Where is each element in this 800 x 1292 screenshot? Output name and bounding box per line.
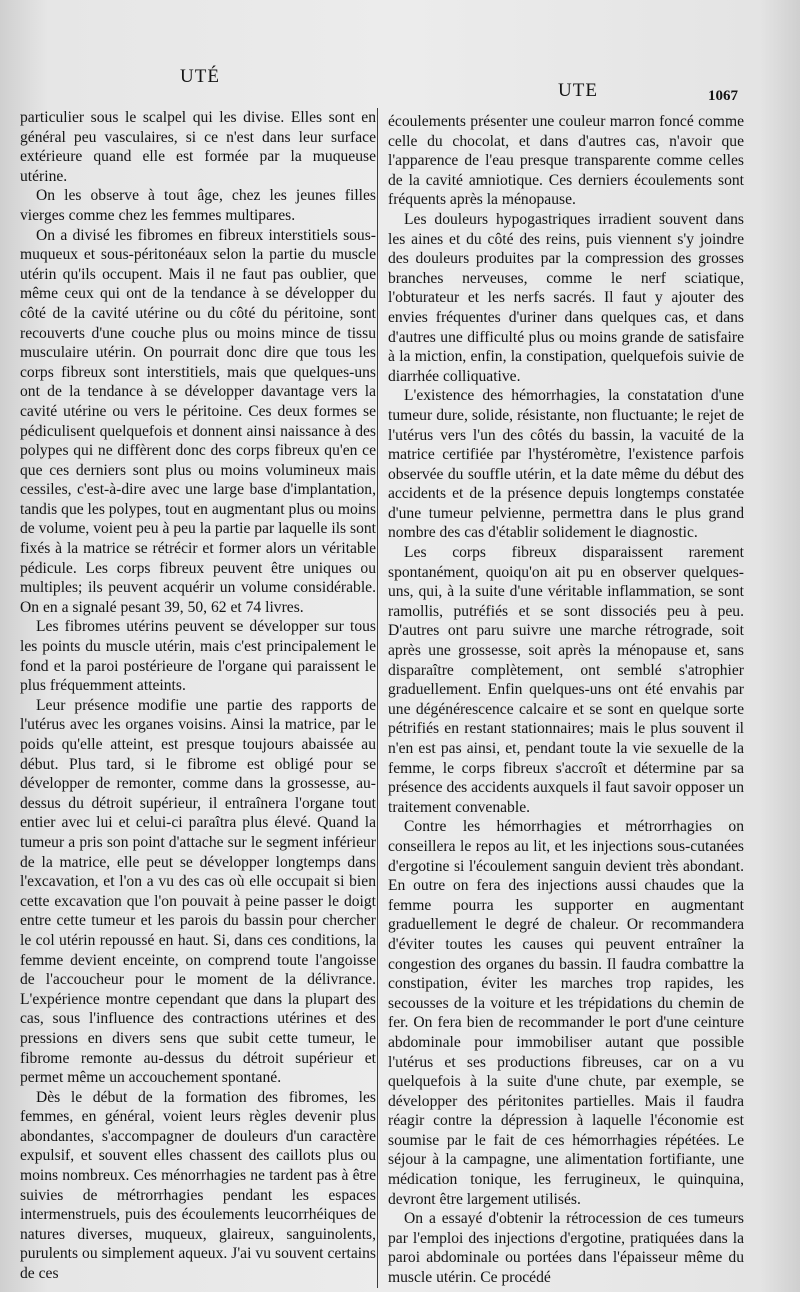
- paragraph: On a divisé les fibromes en fibreux interstitiels sous-muqueux et sous-péritonéaux selon la partie du muscle utérin qu'ils occupent. Mais il ne faut pas oublier, que même ceux qui ont de la tendance à se développer du côté de la cavité utérine ou du côté du péritoine, sont recouverts d'une couche plus ou moins mince de tissu musculaire utérin. On pourrait donc dire que tous les corps fibreux sont interstitiels, mais que quelques-uns ont de la tendance à se développer davantage vers la cavité utérine ou vers le péritoine. Ces deux formes se pédiculisent quelquefois et donnent ainsi naissance à des polypes qui ne diffèrent donc des corps fibreux qu'en ce que ces derniers sont plus ou moins volumineux mais cessiles, c'est-à-dire avec une large base d'implantation, tandis que les polypes, tout en augmentant plus ou moins de volume, voient peu à peu la partie par laquelle ils sont fixés à la matrice se rétrécir et former alors un véritable pédicule. Les corps fibreux peuvent être uniques ou multiples; ils peuvent acquérir un volume considérable. On en a signalé pesant 39, 50, 62 et 74 livres.: [20, 226, 377, 616]
- paragraph: particulier sous le scalpel qui les divise. Elles sont en général peu vasculaires, si ce n'est dans leur surface extérieure quand elle est formée par la muqueuse utérine.: [20, 109, 376, 185]
- paragraph: Leur présence modifie une partie des rapports de l'utérus avec les organes voisins. Ainsi la matrice, par le poids qu'elle atteint, est presque toujours abaissée au début. Plus tard, si le fibrome est obligé pour se développer de remonter, comme dans la grossesse, au-dessus du détroit supérieur, il entraînera l'organe tout entier avec lui et celui-ci paraîtra plus élevé. Quand la tumeur a pris son point d'attache sur le segment inférieur de la matrice, elle peut se développer longtemps dans l'excavation, et l'on a vu des cas où elle occupait si bien cette excavation que l'on pouvait à peine passer le doigt entre cette tumeur et les parois du bassin pour chercher le col utérin repoussé en haut. Si, dans ces conditions, la femme devient enceinte, on comprend toute l'angoisse de l'accoucheur pour le moment de la délivrance. L'expérience montre cependant que dans la plupart des cas, sous l'influence des contractions utérines et des pressions en divers sens que subit cette tumeur, le fibrome remonte au-dessus du détroit supérieur et permet même un accouchement spontané.: [20, 696, 376, 1087]
- paragraph: écoulements présenter une couleur marron foncé comme celle du chocolat, et dans d'autres cas, n'avoir que l'apparence de l'eau presque transparente comme celles de la cavité amniotique. Ces derniers écoulements sont fréquents après la ménopause.: [388, 113, 744, 209]
- right-running-head: UTE: [558, 80, 598, 101]
- paragraph: Contre les hémorrhagies et métrorrhagies on conseillera le repos au lit, et les injections sous-cutanées d'ergotine si l'écoulement sanguin devient très abondant. En outre on fera des injections aussi chaudes que la femme pourra les supporter en augmentant graduellement le degré de chaleur. Or recommandera d'éviter toutes les causes qui peuvent entraîner la congestion des organes du bassin. Il faudra combattre la constipation, éviter les marches trop rapides, les secousses de la voiture et les trépidations du chemin de fer. On fera bien de recommander le port d'une ceinture abdominale pour immobiliser autant que possible l'utérus et ses productions fibreuses, car on a vu quelquefois à la suite d'une chute, par exemple, se développer des péritonites partielles. Mais il faudra réagir contre la dépression à laquelle l'économie est soumise par le fait de ces hémorrhagies répétées. Le séjour à la campagne, une alimentation fortifiante, une médication tonique, les ferrugineux, le quinquina, devront être largement utilisés.: [388, 818, 744, 1208]
- left-column: [20, 108, 376, 1284]
- paragraph: On a essayé d'obtenir la rétrocession de ces tumeurs par l'emploi des injections d'ergotine, pratiquées dans la paroi abdominale ou portées dans l'épaisseur même du muscle utérin. Ce procédé: [388, 1210, 744, 1287]
- right-column: [388, 112, 744, 1288]
- paragraph: Les douleurs hypogastriques irradient souvent dans les aines et du côté des reins, puis viennent s'y joindre des douleurs produites par la compression des grosses branches nerveuses, comme le nerf sciatique, l'obturateur et les nerfs sacrés. Il faut y ajouter des envies fréquentes d'uriner dans quelques cas, et dans d'autres une difficulté plus ou moins grande de satisfaire à la miction, enfin, la constipation, quelquefois suivie de diarrhée colliquative.: [388, 210, 744, 385]
- paragraph: Dès le début de la formation des fibromes, les femmes, en général, voient leurs règles devenir plus abondantes, s'accompagner de douleurs d'un caractère expulsif, et souvent elles chassent des caillots plus ou moins nombreux. Ces ménorrhagies ne tardent pas à être suivies de métrorrhagies pendant les espaces intermenstruels, puis des écoulements leucorrhéiques de natures diverses, muqueux, glaireux, sanguinolents, purulents ou simplement aqueux. J'ai vu souvent certains de ces: [20, 1088, 376, 1283]
- paragraph: Les fibromes utérins peuvent se développer sur tous les points du muscle utérin, mais c'est principalement le fond et la paroi postérieure de l'organe qui paraissent le plus fréquemment atteints.: [20, 618, 376, 695]
- page-number: 1067: [708, 88, 738, 104]
- column-divider: [377, 108, 378, 1288]
- paragraph: Les corps fibreux disparaissent rarement spontanément, quoiqu'on ait pu en observer quelques-uns, qui, à la suite d'une véritable inflammation, se sont ramollis, putréfiés et se sont dissociés peu à peu. D'autres ont paru suivre une marche rétrograde, soit après une grossesse, soit après la ménopause et, sans disparaître complètement, ont semblé s'atrophier graduellement. Enfin quelques-uns ont été envahis par une dégénérescence calcaire et se sont en quelque sorte pétrifiés en restant stationnaires; mais le plus souvent il n'en est pas ainsi, et, pendant toute la vie sexuelle de la femme, le corps fibreux s'accroît et détermine par sa présence des accidents auxquels il faut savoir opposer un traitement convenable.: [388, 544, 744, 816]
- paragraph: On les observe à tout âge, chez les jeunes filles vierges comme chez les femmes multipares.: [20, 187, 376, 224]
- left-running-head: UTÉ: [180, 66, 220, 87]
- paragraph: L'existence des hémorrhagies, la constatation d'une tumeur dure, solide, résistante, non fluctuante; le rejet de l'utérus vers l'un des côtés du bassin, la vacuité de la matrice certifiée par l'hystéromètre, l'existence parfois observée du souffle utérin, et la date même du début des accidents et de la présence depuis longtemps constatée d'une tumeur pelvienne, permettra dans le plus grand nombre des cas d'établir solidement le diagnostic.: [388, 387, 744, 542]
